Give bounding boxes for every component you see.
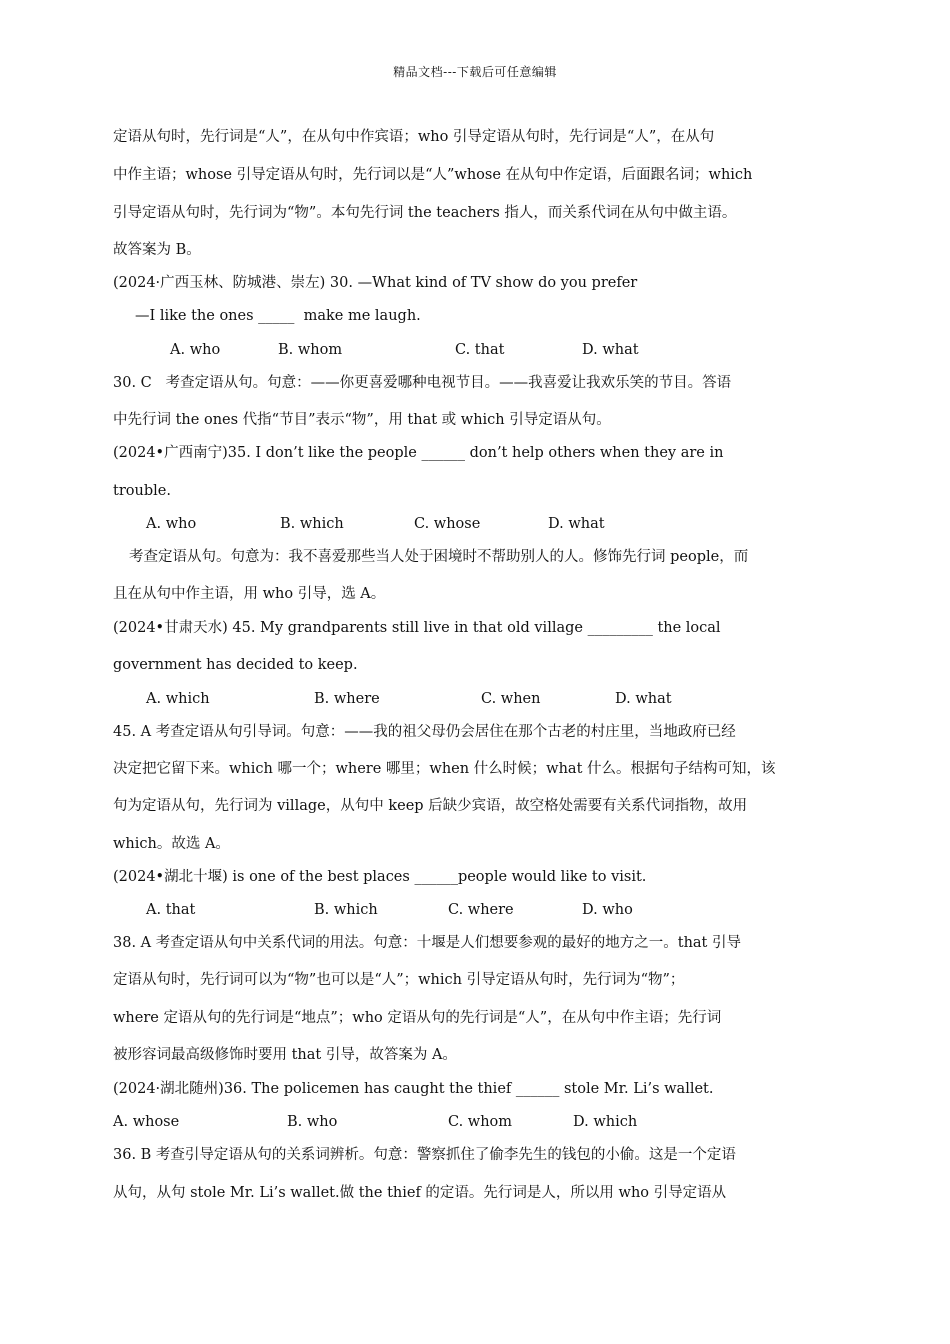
text-line-l6: —I like the ones _____ make me laugh. <box>135 308 421 324</box>
option-q30-1: B. whom <box>278 342 343 358</box>
text-line-l14: 且在从句中作主语，用 who 引导，选 A。 <box>113 586 386 602</box>
text-line-l13: 考查定语从句。句意为：我不喜爱那些当人处于困境时不帮助别人的人。修饰先行词 people，而 <box>129 549 749 565</box>
option-q35-3: D. what <box>548 516 605 532</box>
option-q45-0: A. which <box>146 691 210 707</box>
option-q38-0: A. that <box>146 902 196 918</box>
text-line-l31: 从句，从句 stole Mr. Li’s wallet.做 the thief 的定语。先行词是人，所以用 who 引导定语从 <box>113 1185 727 1201</box>
text-line-l1: 定语从句时，先行词是“人”，在从句中作宾语；who 引导定语从句时，先行词是“人”，在从句 <box>113 129 715 145</box>
option-q35-2: C. whose <box>414 516 481 532</box>
option-q45-1: B. where <box>314 691 380 707</box>
option-q30-2: C. that <box>455 342 505 358</box>
text-line-l30: 36. B 考查引导定语从句的关系词辨析。句意：警察抓住了偷李先生的钱包的小偷。这是一个定语 <box>113 1147 736 1163</box>
text-line-l11: trouble. <box>113 483 171 499</box>
text-line-l28: (2024·湖北随州)36. The policemen has caught the thief ______ stole Mr. Li’s wallet. <box>113 1081 714 1097</box>
option-q36-2: C. whom <box>448 1114 513 1130</box>
text-line-l21: which。故选 A。 <box>113 836 230 852</box>
text-line-l5: (2024·广西玉林、防城港、崇左) 30. —What kind of TV show do you prefer <box>113 275 638 291</box>
text-line-l16: government has decided to keep. <box>113 657 358 673</box>
text-line-l25: 定语从句时，先行词可以为“物”也可以是“人”；which 引导定语从句时，先行词为“物”； <box>113 972 685 988</box>
text-line-l8: 30. C 考查定语从句。句意：——你更喜爱哪种电视节目。——我喜爱让我欢乐笑的节目。答语 <box>113 375 732 391</box>
text-line-l3: 引导定语从句时，先行词为“物”。本句先行词 the teachers 指人，而关系代词在从句中做主语。 <box>113 205 737 221</box>
text-line-l2: 中作主语；whose 引导定语从句时，先行词以是“人”whose 在从句中作定语，后面跟名词；which <box>113 167 753 183</box>
option-q36-3: D. which <box>573 1114 638 1130</box>
text-line-l24: 38. A 考查定语从句中关系代词的用法。句意：十堰是人们想要参观的最好的地方之一。that 引导 <box>113 935 741 951</box>
option-q38-3: D. who <box>582 902 633 918</box>
text-line-l22: (2024•湖北十堰) is one of the best places ______people would like to visit. <box>113 869 647 885</box>
option-q36-0: A. whose <box>113 1114 180 1130</box>
text-line-l9: 中先行词 the ones 代指“节目”表示“物”，用 that 或 which 引导定语从句。 <box>113 412 611 428</box>
option-q30-0: A. who <box>170 342 221 358</box>
option-q30-3: D. what <box>582 342 639 358</box>
text-line-l18: 45. A 考查定语从句引导词。句意：——我的祖父母仍会居住在那个古老的村庄里，当地政府已经 <box>113 724 736 740</box>
text-line-l15: (2024•甘肃天水) 45. My grandparents still live in that old village _________ the local <box>113 620 721 636</box>
option-q35-0: A. who <box>146 516 197 532</box>
text-line-l27: 被形容词最高级修饰时要用 that 引导，故答案为 A。 <box>113 1047 457 1063</box>
text-line-l4: 故答案为 B。 <box>113 242 201 258</box>
text-line-l19: 决定把它留下来。which 哪一个；where 哪里；when 什么时候；what 什么。根据句子结构可知，该 <box>113 761 776 777</box>
option-q38-2: C. where <box>448 902 514 918</box>
option-q38-1: B. which <box>314 902 378 918</box>
option-q45-3: D. what <box>615 691 672 707</box>
option-q45-2: C. when <box>481 691 541 707</box>
text-line-l10: (2024•广西南宁)35. I don’t like the people ______ don’t help others when they are in <box>113 445 724 461</box>
text-line-l26: where 定语从句的先行词是“地点”；who 定语从句的先行词是“人”，在从句中作主语；先行词 <box>113 1010 722 1026</box>
text-line-l20: 句为定语从句，先行词为 village，从句中 keep 后缺少宾语，故空格处需要有关系代词指物，故用 <box>113 798 748 814</box>
option-q36-1: B. who <box>287 1114 338 1130</box>
page-header: 精品文档---下载后可任意编辑 <box>393 65 557 79</box>
option-q35-1: B. which <box>280 516 344 532</box>
